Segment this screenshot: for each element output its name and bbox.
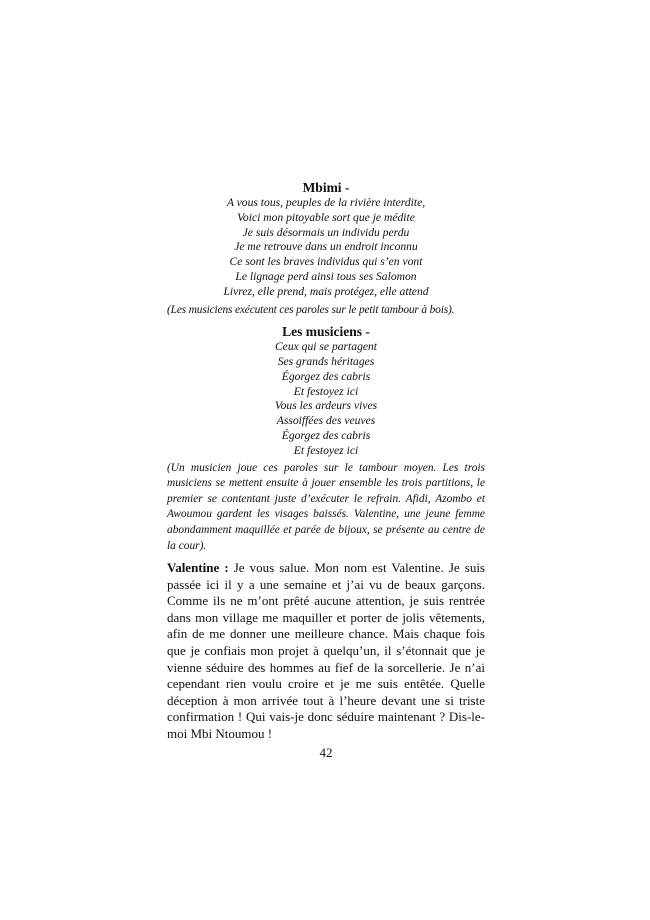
speaker-musiciens: Les musiciens -: [282, 324, 370, 340]
verse-line: Livrez, elle prend, mais protégez, elle attend: [223, 284, 429, 298]
verse-line: Égorgez des cabris: [281, 369, 371, 383]
verse-line: Voici mon pitoyable sort que je médite: [237, 210, 415, 224]
valentine-dialogue: [167, 560, 485, 743]
verse-line: Égorgez des cabris: [281, 428, 371, 442]
musiciens-verse: [167, 340, 485, 458]
verse-line: Je me retrouve dans un endroit inconnu: [234, 240, 418, 254]
verse-line: Ce sont les braves individus qui s’en vont: [229, 255, 423, 269]
stage-direction-1: (Les musiciens exécutent ces paroles sur le petit tambour à bois).: [167, 303, 455, 316]
verse-line: Assoiffées des veuves: [276, 414, 376, 428]
speaker-valentine: Valentine :: [167, 560, 229, 576]
page-number: 42: [319, 744, 333, 760]
verse-line: Le lignage perd ainsi tous ses Salomon: [235, 269, 417, 283]
stage-direction-2: (Un musicien joue ces paroles sur le tambour moyen. Les trois musiciens se mettent ensuite à jouer ensemble les trois partitions, le premier se contentant juste d’exécuter le refrain. Afidi, Azombo et Awoumou gardent les visages baissés. Valentine, une jeune femme abondamment maquillée et parée de bijoux, se présente au centre de la cour).: [167, 461, 485, 552]
mbimi-verse: [167, 196, 485, 300]
verse-line: Ses grands héritages: [277, 354, 375, 368]
verse-line: Ceux qui se partagent: [274, 340, 378, 354]
book-page: [167, 180, 485, 761]
speaker-mbimi: Mbimi -: [302, 180, 350, 195]
verse-line: Je suis désormais un individu perdu: [242, 225, 410, 239]
verse-line: A vous tous, peuples de la rivière interdite,: [226, 196, 426, 209]
verse-line: Et festoyez ici: [293, 384, 359, 398]
verse-line: Vous les ardeurs vives: [274, 399, 378, 413]
verse-line: Et festoyez ici: [293, 443, 359, 457]
valentine-speech: Je vous salue. Mon nom est Valentine. Je suis passée ici il y a une semaine et j’ai vu de beaux garçons. Comme ils ne m’ont prêté aucune attention, je suis rentrée dans mon village me maquiller et porter de jolis vêtements, afin de me donner une meilleure chance. Mais chaque fois que je confiais mon projet à quelqu’un, il s’étonnait que je vienne séduire des hommes au fief de la sorcellerie. Je n’ai cependant rien voulu croire et je me suis entêtée. Quelle déception à mon arrivée tout à l’heure devant une si triste confirmation ! Qui vais-je donc séduire maintenant ? Dis-le-moi Mbi Ntoumou !: [167, 560, 485, 742]
